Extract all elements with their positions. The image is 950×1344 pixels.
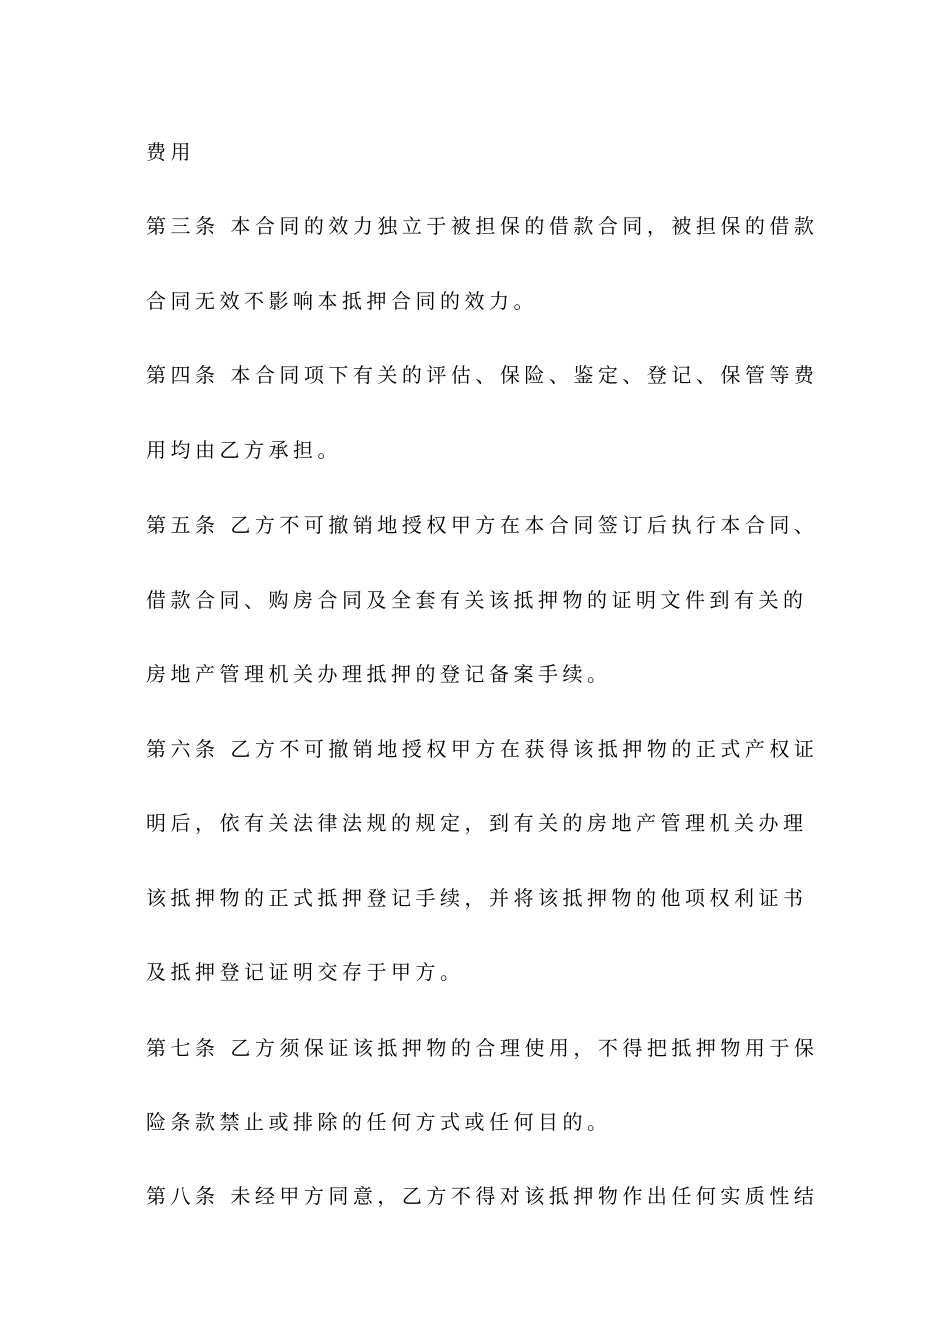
text-line: 第七条 乙方须保证该抵押物的合理使用，不得把抵押物用于保	[146, 1036, 819, 1060]
text-line: 用均由乙方承担。	[146, 438, 342, 462]
text-line: 第八条 未经甲方同意，乙方不得对该抵押物作出任何实质性结	[146, 1184, 819, 1208]
text-line: 明后，依有关法律法规的规定，到有关的房地产管理机关办理	[146, 811, 808, 835]
text-line: 费用	[146, 140, 195, 164]
text-line: 及抵押登记证明交存于甲方。	[146, 960, 465, 984]
text-line: 第四条 本合同项下有关的评估、保险、鉴定、登记、保管等费	[146, 363, 819, 387]
text-line: 借款合同、购房合同及全套有关该抵押物的证明文件到有关的	[146, 588, 808, 612]
text-line: 第三条 本合同的效力独立于被担保的借款合同，被担保的借款	[146, 214, 819, 238]
text-line: 第五条 乙方不可撤销地授权甲方在本合同签订后执行本合同、	[146, 513, 819, 537]
text-line: 该抵押物的正式抵押登记手续，并将该抵押物的他项权利证书	[146, 886, 808, 910]
text-line: 第六条 乙方不可撤销地授权甲方在获得该抵押物的正式产权证	[146, 737, 819, 761]
text-line: 险条款禁止或排除的任何方式或任何目的。	[146, 1110, 612, 1134]
text-line: 合同无效不影响本抵押合同的效力。	[146, 289, 538, 313]
text-line: 房地产管理机关办理抵押的登记备案手续。	[146, 662, 612, 686]
